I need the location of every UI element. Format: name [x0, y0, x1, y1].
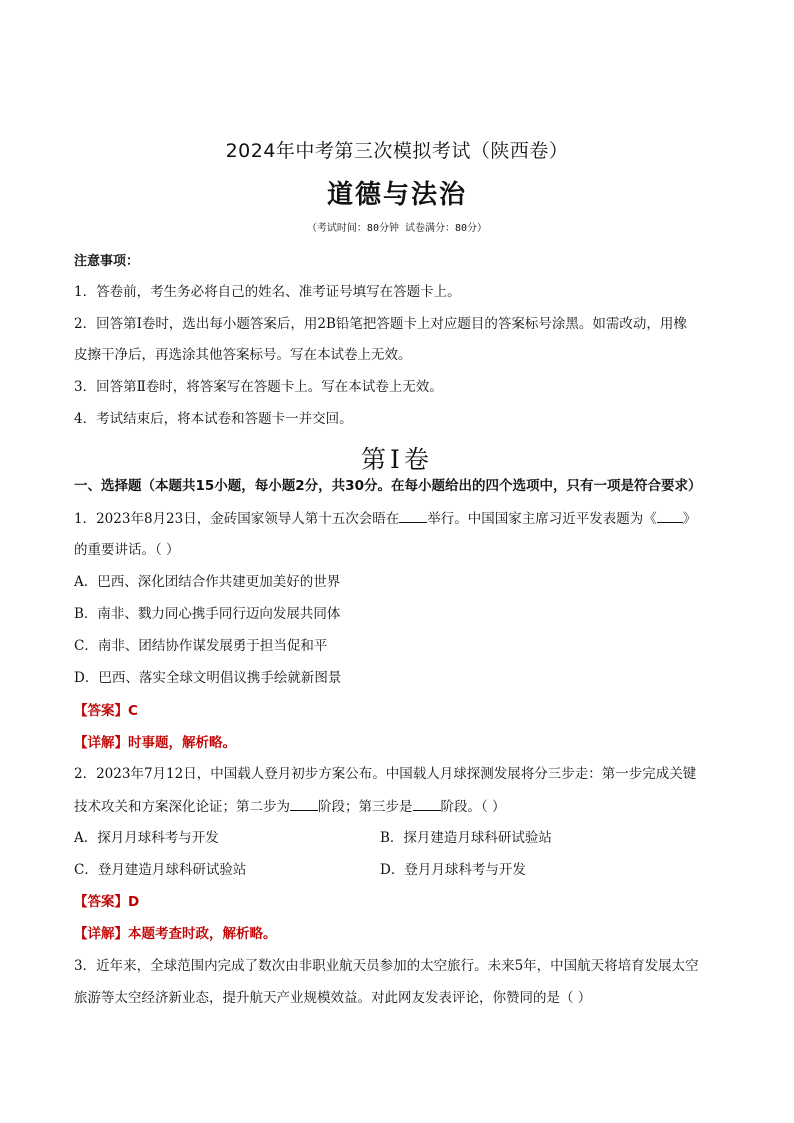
question-1-option-c: C．南非、团结协作谋发展勇于担当促和平 [74, 638, 328, 654]
stem-text: 举行。中国国家主席习近平发表题为《 [427, 511, 657, 527]
blank-line [290, 796, 318, 811]
answer-label: 【答案】 [74, 894, 128, 910]
answer-value: D [128, 894, 140, 910]
blank-line [657, 508, 683, 523]
answer-value: C [128, 703, 138, 719]
instruction-part: ，只有一项是符合要求） [552, 478, 702, 494]
blank-line [399, 508, 427, 523]
notice-item: 3．回答第Ⅱ卷时，将答案写在答题卡上。写在本试卷上无效。 [74, 379, 443, 395]
detail-text: 时事题，解析略。 [128, 735, 236, 751]
question-1-option-b: B．南非、戮力同心携手同行迈向发展共同体 [74, 606, 341, 622]
section-title: 第Ⅰ卷 [361, 445, 433, 474]
question-2-option-d: D．登月月球科考与开发 [380, 862, 526, 878]
question-1-detail [74, 733, 236, 753]
stem-text: 阶段。（ ） [440, 799, 506, 815]
detail-label: 【详解】 [74, 735, 128, 751]
notice-item: 2．回答第Ⅰ卷时，选出每小题答案后，用2B铅笔把答题卡上对应题目的答案标号涂黑。如需改动，用橡 [74, 316, 687, 332]
notice-item: 4．考试结束后，将本试卷和答题卡一并交回。 [74, 411, 353, 427]
question-2-detail [74, 924, 277, 944]
question-2-option-c: C．登月建造月球科研试验站 [74, 862, 247, 878]
stem-text: 1．2023年8月23日，金砖国家领导人第十五次会晤在 [74, 511, 400, 527]
question-3-stem-line-1: 3．近年来，全球范围内完成了数次由非职业航天员参加的太空旅行。未来5年，中国航天将培育发展太空 [74, 958, 699, 974]
question-3-stem-line-2: 旅游等太空经济新业态，提升航天产业规模效益。对此网友发表评论，你赞同的是（ ） [74, 990, 592, 1006]
question-1-option-a: A．巴西、深化团结合作共建更加美好的世界 [74, 574, 341, 590]
answer-label: 【答案】 [74, 703, 128, 719]
instruction-emphasis: 四个选项中 [485, 478, 553, 494]
detail-label: 【详解】 [74, 926, 128, 942]
question-1-option-d: D．巴西、落实全球文明倡议携手绘就新图景 [74, 670, 342, 686]
notice-heading: 注意事项： [74, 254, 140, 269]
section-instruction [74, 476, 701, 496]
question-2-option-a: A．探月月球科考与开发 [74, 830, 219, 846]
stem-text: 》 [682, 511, 697, 527]
exam-time-info: （考试时间：80分钟 试卷满分：80分） [306, 223, 488, 234]
notice-item: 1．答卷前，考生务必将自己的姓名、准考证号填写在答题卡上。 [74, 284, 461, 300]
blank-line [413, 796, 441, 811]
detail-text: 本题考查时政，解析略。 [128, 926, 277, 942]
stem-text: 阶段；第三步是 [318, 799, 413, 815]
notice-item: 皮擦干净后，再选涂其他答案标号。写在本试卷上无效。 [74, 347, 412, 363]
question-1-answer [74, 701, 138, 721]
instruction-part: 本题共15小题，每小题2分，共30分。在每小题给出的 [155, 478, 486, 494]
question-2-answer [74, 892, 139, 912]
question-2-stem-line-1: 2．2023年7月12日，中国载人登月初步方案公布。中国载人月球探测发展将分三步走：第一步完成关键 [74, 766, 697, 782]
instruction-part: 一、选择题（ [74, 478, 155, 494]
exam-title: 2024年中考第三次模拟考试（陕西卷） [225, 140, 569, 162]
subject-title: 道德与法治 [326, 180, 467, 210]
stem-text: 技术攻关和方案深化论证；第二步为 [74, 799, 290, 815]
question-1-stem-line-2: 的重要讲话。（ ） [74, 542, 180, 558]
question-2-stem-line-2 [74, 796, 506, 817]
question-2-option-b: B．探月建造月球科研试验站 [380, 830, 552, 846]
question-1-stem-line-1 [74, 508, 696, 529]
